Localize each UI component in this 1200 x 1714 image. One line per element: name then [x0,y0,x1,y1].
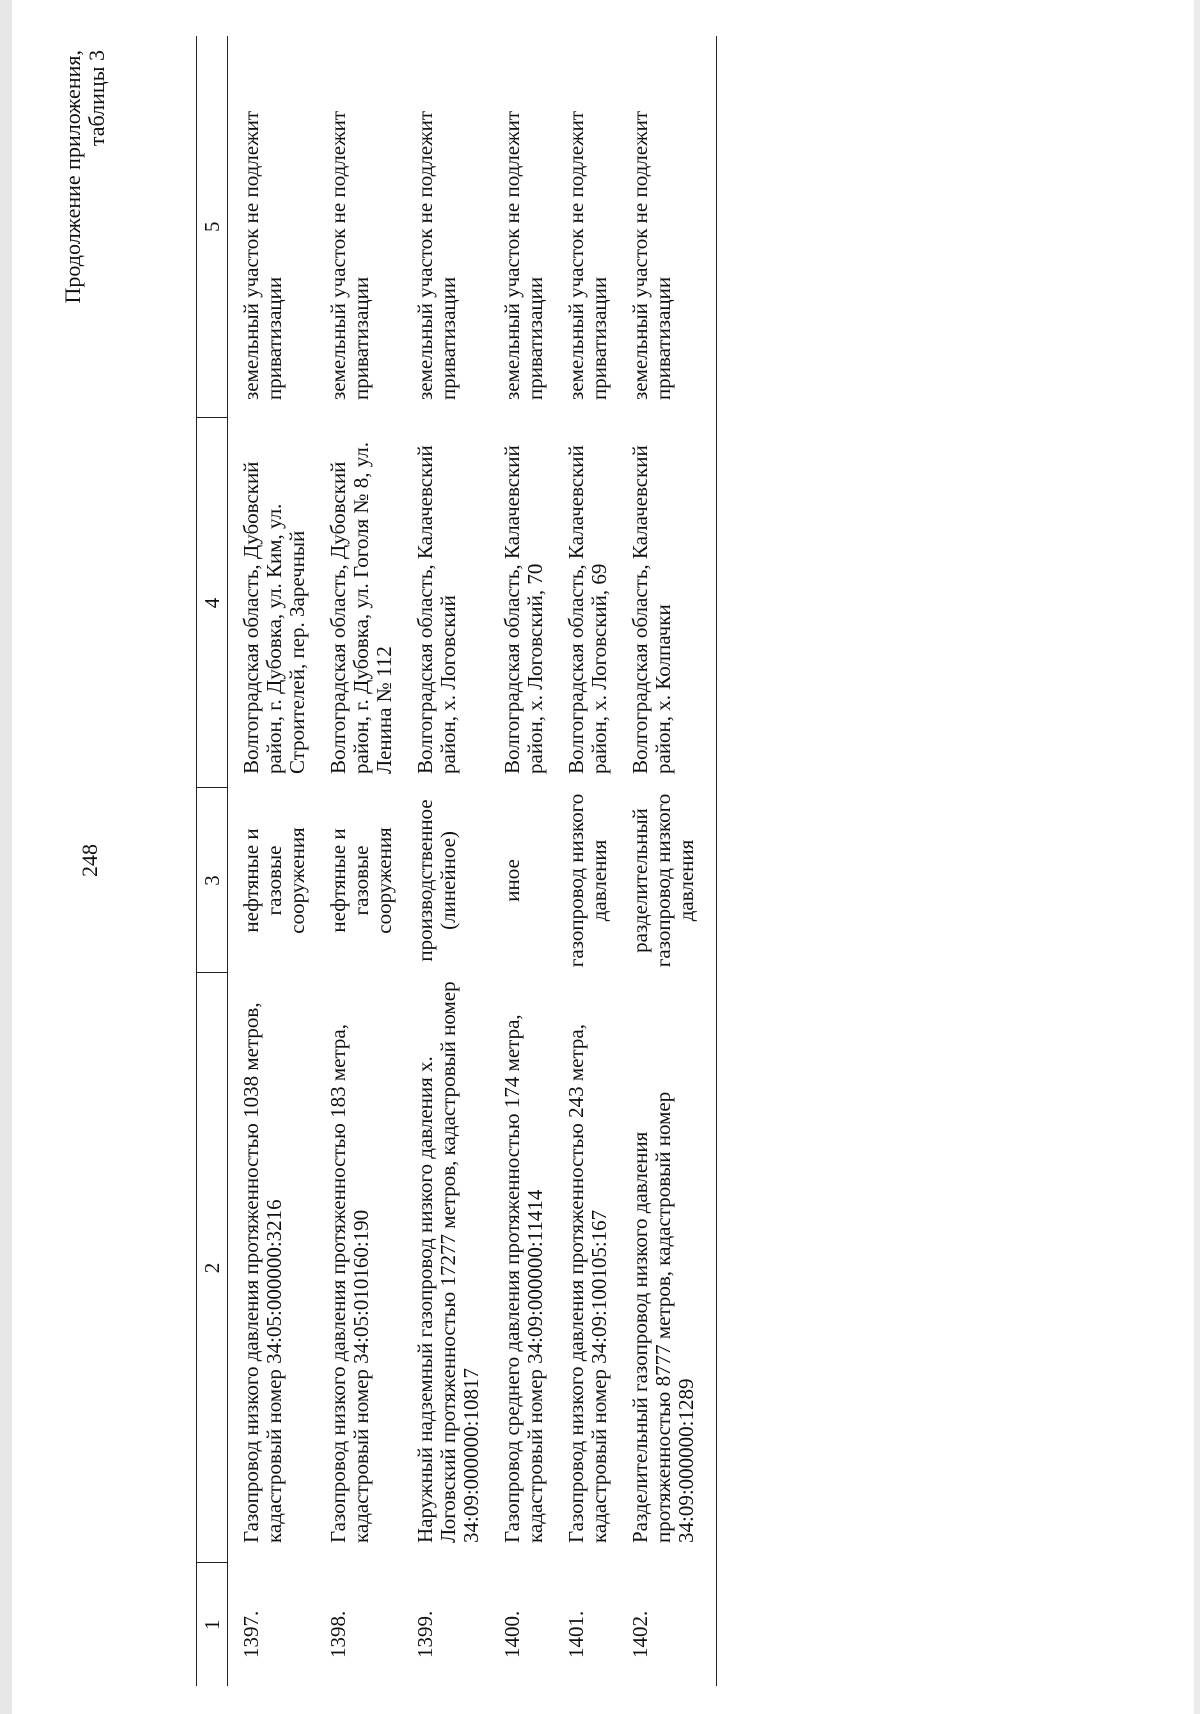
row-number: 1400. [500,1610,524,1658]
object-note: земельный участок не подлежит приватизации [564,110,611,400]
object-note: земельный участок не подлежит приватизации [239,110,286,400]
table-header-row [197,36,228,1686]
object-type: разделительный газопровод низкого давления [629,788,717,973]
object-address: Волгоградская область, Калачевский район, х. Логовский, 70 [500,445,547,774]
row-number: 1401. [564,1610,588,1658]
table-row [629,36,717,1686]
header-col-3: 3 [197,788,228,973]
property-table [196,36,717,1686]
continuation-line-2: таблицы 3 [84,50,109,147]
header-col-4: 4 [197,418,228,788]
header-col-1: 1 [197,1563,228,1686]
object-note: земельный участок не подлежит приватизации [629,36,717,418]
page-number: 248 [77,844,102,877]
object-address: Волгоградская область, Дубовский район, г. Дубовка, ул. Ким, ул. Строителей, пер. Заречный [239,461,309,774]
row-number: 1398. [326,1610,350,1658]
row-number: 1397. [239,1610,263,1658]
continuation-note [61,50,109,303]
object-type: газопровод низкого давления [564,793,611,968]
object-type: производственное (линейное) [413,799,460,962]
table-row [327,36,414,1686]
object-note: земельный участок не подлежит приватизации [500,110,547,400]
object-address: Волгоградская область, Калачевский район, х. Колпачки [629,418,717,788]
object-name: Наружный надземный газопровод низкого давления х. Логовский протяженностью 17277 метров, кадастровый номер 34:09:000000:10817 [413,981,483,1543]
object-note: земельный участок не подлежит приватизации [413,110,460,400]
header-col-5: 5 [197,36,228,418]
object-name: Разделительный газопровод низкого давления протяженностью 8777 метров, кадастровый номер 34:09:000000:1289 [629,973,717,1563]
object-address: Волгоградская область, Дубовский район, г. Дубовка, ул. Гоголя № 8, ул. Ленина № 112 [326,441,396,774]
object-name: Газопровод низкого давления протяженностью 1038 метров, кадастровый номер 34:05:000000:3216 [239,1002,286,1543]
object-type: нефтяные и газовые сооружения [326,827,396,934]
object-address: Волгоградская область, Калачевский район, х. Логовский [413,445,460,774]
continuation-line-1: Продолжение приложения, [60,50,85,304]
table-row [501,36,565,1686]
table-row [228,36,328,1686]
object-name: Газопровод низкого давления протяженностью 243 метра, кадастровый номер 34:09:100105:167 [564,1024,611,1543]
object-type: иное [500,859,524,902]
table-row [414,36,501,1686]
row-number: 1399. [413,1610,437,1658]
object-name: Газопровод среднего давления протяженностью 174 метра, кадастровый номер 34:09:000000:11414 [500,1014,547,1543]
object-address: Волгоградская область, Калачевский район, х. Логовский, 69 [564,445,611,774]
table-row [565,36,629,1686]
object-name: Газопровод низкого давления протяженностью 183 метра, кадастровый номер 34:05:010160:190 [326,1024,373,1543]
header-col-2: 2 [197,973,228,1563]
object-note: земельный участок не подлежит приватизации [326,110,373,400]
object-type: нефтяные и газовые сооружения [239,827,309,934]
row-number: 1402. [629,1563,717,1686]
